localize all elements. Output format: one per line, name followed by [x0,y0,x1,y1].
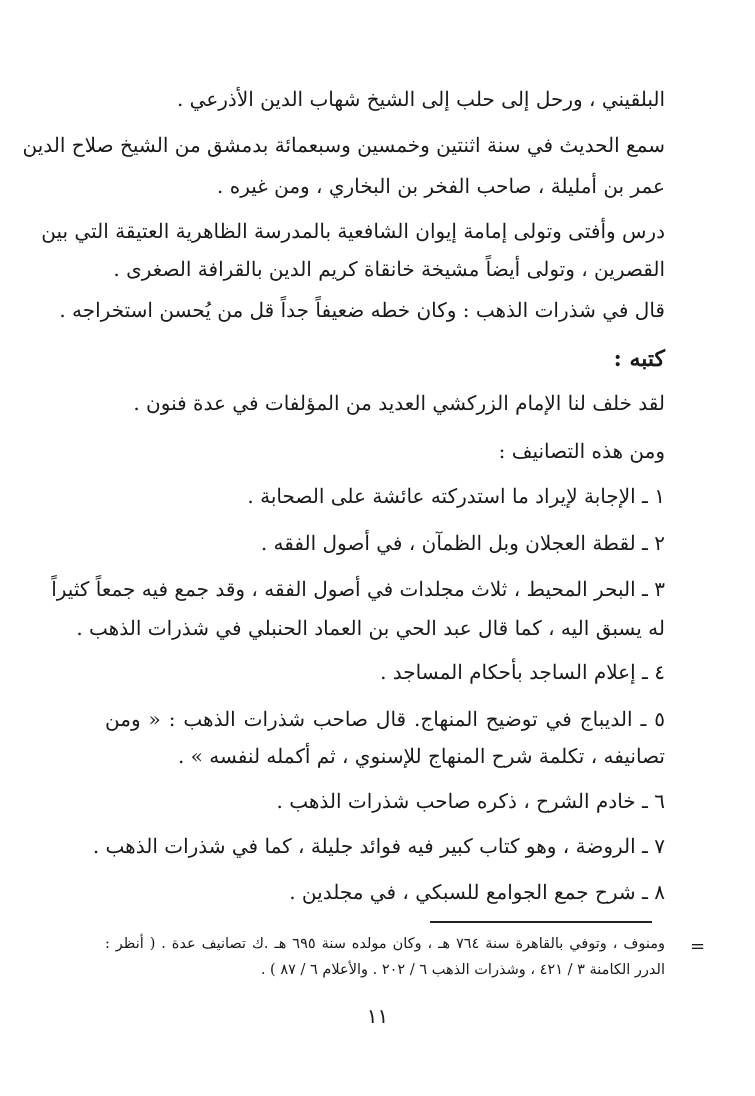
footnote-line: ومنوف ، وتوفي بالقاهرة سنة ٧٦٤ هـ ، وكان مولده سنة ٦٩٥ هـ .ك تصانيف عدة . ( أنظر : [105,936,665,952]
body-line: البلقيني ، ورحل إلى حلب إلى الشيخ شهاب الدين الأذرعي . [176,87,665,111]
list-item: ٤ ـ إعلام الساجد بأحكام المساجد . [380,660,665,684]
footnote-line: الدرر الكامنة ٣ / ٤٢١ ، وشذرات الذهب ٦ / ٢٠٢ . والأعلام ٦ / ٨٧ ) . [260,962,665,978]
body-line: قال في شذرات الذهب : وكان خطه ضعيفاً جداً قل من يُحسن استخراجه . [59,298,665,322]
list-item: ٧ ـ الروضة ، وهو كتاب كبير فيه فوائد جليلة ، كما في شذرات الذهب . [92,834,665,858]
body-line: ومن هذه التصانيف : [498,439,665,463]
list-item: ٥ ـ الديباج في توضيح المنهاج. قال صاحب شذرات الذهب : « ومن [105,707,665,731]
list-item-continuation: تصانيفه ، تكلمة شرح المنهاج للإسنوي ، ثم أكمله لنفسه » . [177,744,665,768]
body-line: القصرين ، وتولى أيضاً مشيخة خانقاة كريم الدين بالقرافة الصغرى . [113,257,665,281]
list-item: ٣ ـ البحر المحيط ، ثلاث مجلدات في أصول الفقه ، وقد جمع فيه جمعاً كثيراً [51,577,665,601]
footnote-continuation-marker: = [690,936,706,957]
list-item: ٨ ـ شرح جمع الجوامع للسبكي ، في مجلدين . [289,880,665,904]
body-line: لقد خلف لنا الإمام الزركشي العديد من المؤلفات في عدة فنون . [133,391,665,415]
section-heading: كتبه : [613,346,665,372]
list-item: ١ ـ الإجابة لإيراد ما استدركته عائشة على الصحابة . [247,484,665,508]
list-item-continuation: له يسبق اليه ، كما قال عبد الحي بن العماد الحنبلي في شذرات الذهب . [76,616,665,640]
body-line: سمع الحديث في سنة اثنتين وخمسين وسبعمائة بدمشق من الشيخ صلاح الدين [22,133,665,157]
page-number: ١١ [366,1004,389,1028]
list-item: ٦ ـ خادم الشرح ، ذكره صاحب شذرات الذهب . [276,789,665,813]
body-line: درس وأفتى وتولى إمامة إيوان الشافعية بالمدرسة الظاهرية العتيقة التي بين [41,219,665,243]
body-line: عمر بن أمليلة ، صاحب الفخر بن البخاري ، ومن غيره . [217,174,665,198]
footnote-separator [430,921,652,923]
list-item: ٢ ـ لقطة العجلان وبل الظمآن ، في أصول الفقه . [260,531,665,555]
